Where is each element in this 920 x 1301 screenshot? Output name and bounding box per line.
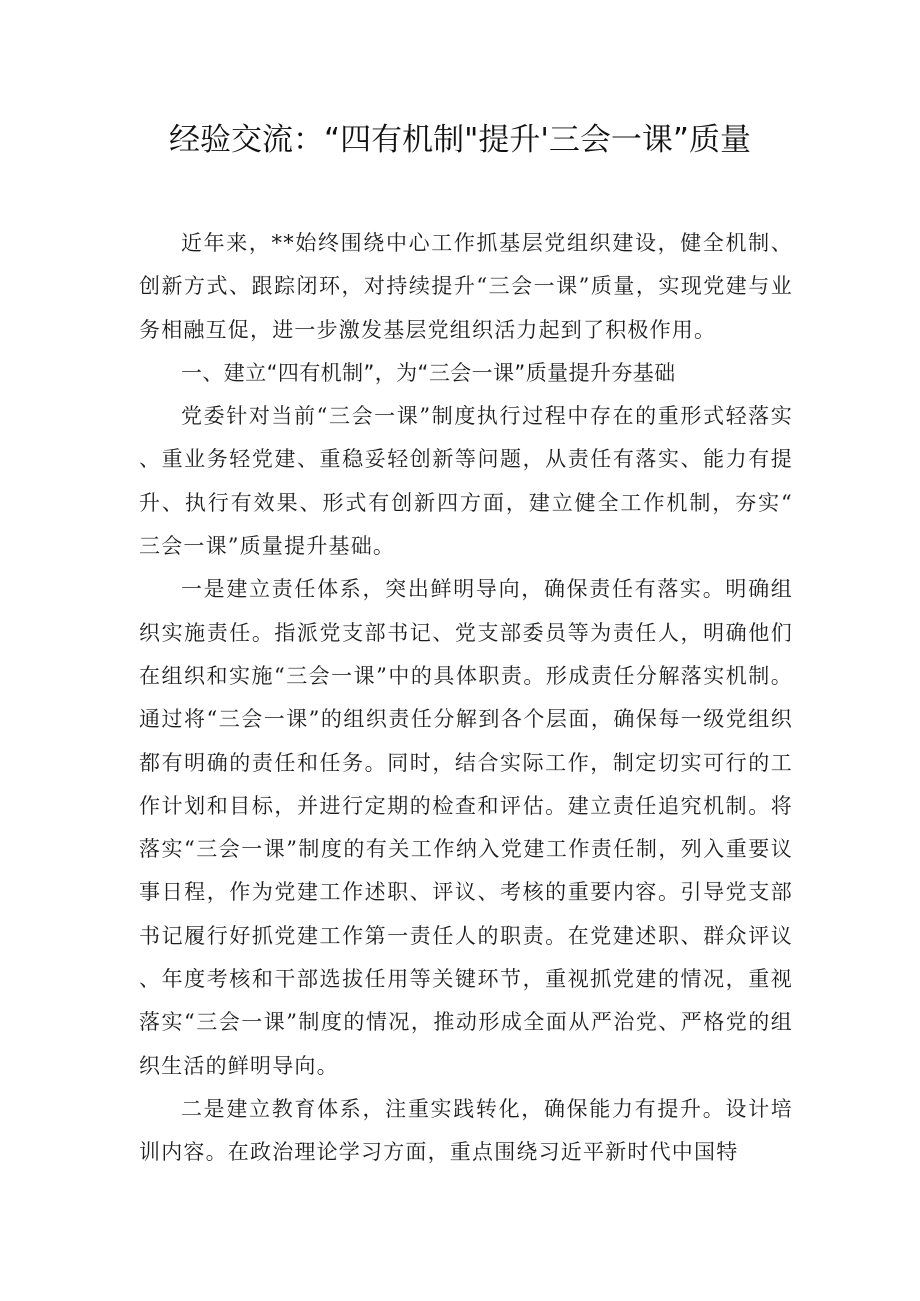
document-body [139, 222, 793, 1175]
intro-paragraph: 近年来，**始终围绕中心工作抓基层党组织建设，健全机制、创新方式、跟踪闭环，对持续提升“三会一课”质量，实现党建与业务相融互促，进一步激发基层党组织活力起到了积极作用。 [139, 231, 793, 342]
responsibility-paragraph: 一是建立责任体系，突出鲜明导向，确保责任有落实。明确组织实施责任。指派党支部书记、党支部委员等为责任人，明确他们在组织和实施“三会一课”中的具体职责。形成责任分解落实机制。通过将“三会一课”的组织责任分解到各个层面，确保每一级党组织都有明确的责任和任务。同时，结合实际工作，制定切实可行的工作计划和目标，并进行定期的检查和评估。建立责任追究机制。将落实“三会一课”制度的有关工作纳入党建工作责任制，列入重要议事日程，作为党建工作述职、评议、考核的重要内容。引导党支部书记履行好抓党建工作第一责任人的职责。在党建述职、群众评议、年度考核和干部选拔任用等关键环节，重视抓党建的情况，重视落实“三会一课”制度的情况，推动形成全面从严治党、严格党的组织生活的鲜明导向。 [139, 577, 793, 1078]
section-intro-paragraph: 党委针对当前“三会一课”制度执行过程中存在的重形式轻落实、重业务轻党建、重稳妥轻创新等问题，从责任有落实、能力有提升、执行有效果、形式有创新四方面，建立健全工作机制，夯实“三会一课”质量提升基础。 [139, 404, 793, 559]
document-title: 经验交流：“四有机制"提升'三会一课”质量 [169, 122, 751, 158]
education-paragraph: 二是建立教育体系，注重实践转化，确保能力有提升。设计培训内容。在政治理论学习方面，重点围绕习近平新时代中国特 [139, 1096, 793, 1165]
section-heading: 一、建立“四有机制”，为“三会一课”质量提升夯基础 [181, 360, 676, 385]
